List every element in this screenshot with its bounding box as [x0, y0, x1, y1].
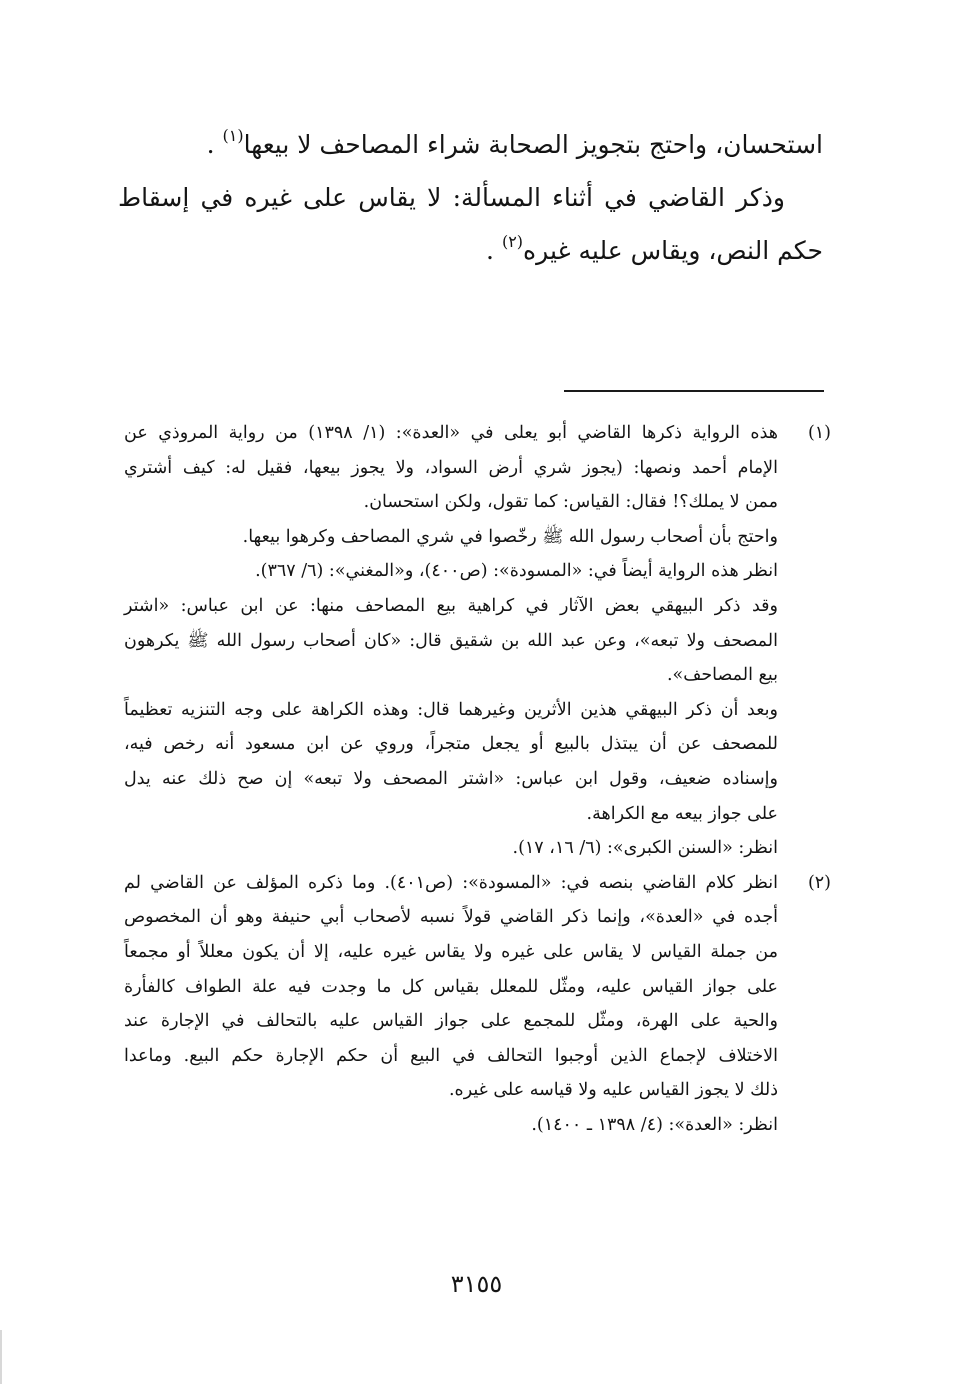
footnote-1-line: هذه الرواية ذكرها القاضي أبو يعلى في «العدة»: (١/ ١٣٩٨) من رواية المروذي عن [124, 423, 778, 443]
footnote-2-line: انظر: «العدة»: (٤/ ١٣٩٨ ـ ١٤٠٠). [531, 1114, 778, 1135]
footnote-1-line: وقد ذكر البيهقي بعض الآثار في كراهية بيع المصاحف منها: عن ابن عباس: «اشتر [124, 595, 778, 616]
footnote-2-line: ذلك لا يجوز القياس عليه ولا قياسه على غيره. [448, 1080, 778, 1101]
footnote-1-line: انظر هذه الرواية أيضاً في: «المسودة»: (ص٤٠٠)، و«المغني»: (٦/ ٣٦٧). [255, 561, 778, 582]
footnote-2-line: والحية على الهرة، ومثّل للمجمع على جواز القياس عليه بالتحالف في الإجارة عند [124, 1011, 778, 1032]
footnote-1-line: المصحف ولا تبعه»، وعن عبد الله بن شقيق قال: «كان أصحاب رسول الله ﷺ يكرهون [124, 630, 778, 651]
footnote-2-line: الاختلاف لإجماع الذين أوجبوا التحالف في البيع أن حكم الإجارة حكم البيع. وماعدا [124, 1045, 778, 1066]
footnote-1-line: وإسناده ضعيف، وقول ابن عباس: «اشتر المصحف ولا تبعه» إن صح ذلك عنه يدل [124, 768, 778, 789]
main-paragraph-1-text: استحسان، واحتج بتجويز الصحابة شراء المصاحف لا بيعها [243, 130, 823, 159]
main-paragraph-2-end: . [486, 236, 494, 265]
page-number: ٣١٥٥ [450, 1270, 503, 1298]
scan-edge-shadow [0, 1330, 2, 1384]
footnote-1-line: الإمام أحمد ونصها: (يجوز شري أرض السواد، ولا يجوز بيعها، فقيل له: كيف أشتري [124, 457, 778, 478]
footnotes-section [124, 416, 831, 1142]
footnote-1-line: ممن لا يملك؟! فقال: القياس: كما تقول، ولكن استحسان. [363, 492, 778, 513]
footnote-1-line: للمصحف عن أن يبتذل بالبيع أو يجعل متجراً، وروي عن ابن مسعود أنه رخص فيه، [124, 734, 778, 755]
footnote-1 [124, 416, 831, 866]
main-text [118, 118, 823, 277]
main-paragraph-1 [118, 118, 823, 171]
footnote-2-line: أجده في «العدة»، وإنما ذكر القاضي قولاً نسبه لأصحاب أبي حنيفة وهو أن المخصوص [124, 907, 778, 928]
footnote-2-line: انظر كلام القاضي بنصه في: «المسودة»: (ص٤٠١). وما ذكره المؤلف عن القاضي لم [124, 872, 778, 893]
footnote-1-line: واحتج بأن أصحاب رسول الله ﷺ رخّصوا في شري المصاحف وكرهوا بيعها. [242, 526, 778, 547]
footnote-2 [124, 866, 831, 1143]
footnote-2-number: (٢) [807, 872, 831, 893]
footnote-1-line: انظر: «السنن الكبرى»: (٦/ ١٦، ١٧). [512, 838, 778, 859]
footnote-2-line: من جملة القياس لا يقاس على غيره ولا يقاس غيره عليه، إلا أن يكون معللاً أو مجمعاً [124, 941, 778, 962]
footnote-1-number: (١) [807, 423, 831, 443]
footnote-separator [564, 390, 824, 392]
main-paragraph-1-end: . [206, 130, 215, 159]
main-paragraph-2-text: وذكر القاضي في أثناء المسألة: لا يقاس على غيره في إسقاط حكم النص، ويقاس عليه غيره [118, 183, 823, 265]
footnote-reference-1: (١) [222, 126, 244, 145]
footnote-2-line: على جواز القياس عليه، ومثّل للمعلل بقياس كل ما وجدت فيه علة الطواف كالفأرة [124, 976, 778, 997]
footnote-1-line: بيع المصاحف». [666, 665, 778, 686]
footnote-reference-2: (٢) [501, 232, 524, 251]
footnote-1-line: على جواز بيعه مع الكراهة. [586, 803, 778, 824]
footnote-1-line: وبعد أن ذكر البيهقي هذين الأثرين وغيرهما قال: وهذه الكراهة على وجه التنزيه تعظيماً [124, 699, 778, 720]
main-paragraph-2 [118, 171, 823, 277]
